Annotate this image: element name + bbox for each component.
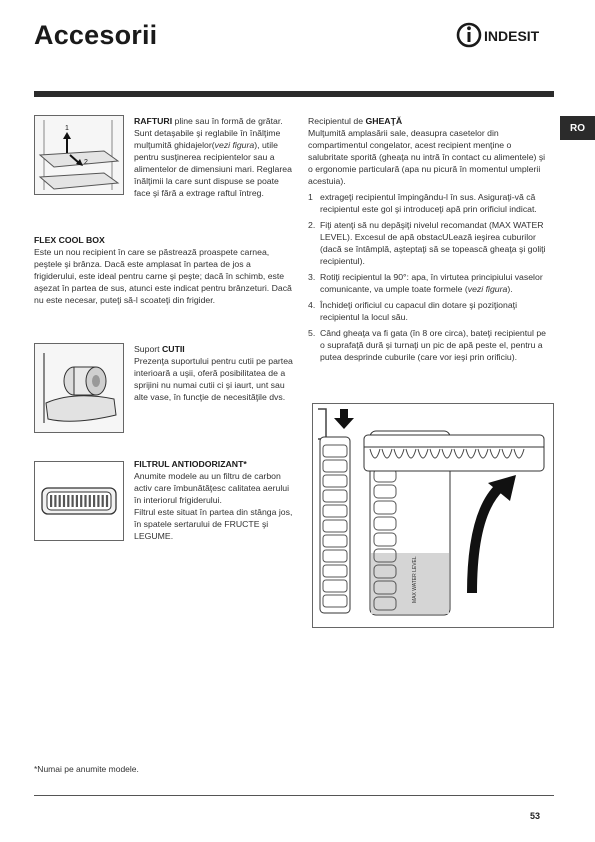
max-water-level-label: MAX WATER LEVEL [412,556,418,603]
ice-step: 3. Rotiţi recipientul la 90°: apa, în virtutea principiului vaselor comunicante, va umple toate formele (vezi figura). [308,272,543,294]
ice-cell [323,475,347,487]
filter-slot [76,495,78,507]
ice-steps [308,191,550,363]
ice-heading: GHEAŢĂ [365,116,403,126]
shelves-text: RAFTURI pline sau în formă de grătar. Sunt detaşabile şi reglabile în înălţime mulţumită ghidajelor(vezi figura), utile pentru susţinerea recipientelor sau a alimentelor de dimensiuni mari. Reglarea înălţimii la care sunt dispuse se poate face şi fără a extrage raftul întreg. [134,116,292,198]
filter-slot [97,495,99,507]
can-rack-text: Suport CUTII Prezenţa suportului pentru cutii pe partea interioară a uşii, oferă posibilitatea de a sprijini nu numai cutii ci şi iaurt, unt sau alte vase, în funcţie de necesităţile dvs. [134,344,293,402]
can-rack-description: Prezenţa suportului pentru cutii pe partea interioară a uşii, oferă posibilitatea de a sprijini nu numai cutii ci şi iaurt, unt sau alte vase, în funcţie de necesităţile dvs. [134,356,293,402]
ice-cell [323,550,347,562]
page-title: Accesorii [34,20,158,50]
language-tab: RO [560,116,595,140]
filter-slot [72,495,74,507]
ice-step: 5. Când gheaţa va fi gata (în 8 ore circa), bateţi recipientul pe o suprafaţă dură şi turnaţi un pic de apă peste el, pentru a putea desprinde cuburile (care vor ieşi prin orificiu). [308,328,547,362]
filter-slot [80,495,82,507]
fig-label-2: 2 [84,159,88,166]
ice-cell [323,520,347,532]
filter-figure [34,461,124,541]
ice-cell [323,565,347,577]
filter-slot [102,495,104,507]
filter-text: FILTRUL ANTIODORIZANT* Anumite modele au un filtru de carbon activ care îmbunătăţesc calitatea aerului în interiorul frigiderului. Filtrul este situat în partea din stânga jos, în spatele sertarului de FRUCTE şi LEGUME. [134,459,293,541]
ice-cell [323,535,347,547]
flex-cool-box-text: Este un nou recipient în care se păstrează proaspete carnea, peştele şi brânza. Dacă este amplasat în partea de jos a frigiderului, este ideal pentru carne şi peşte; dacă în schimb, este aşezat în partea de sus, atunci este indicat pentru brânzeturi. Dacă nu este necesar, puteţi să-l scoateţi din frigider. [34,247,292,305]
indesit-logo [455,20,555,50]
page-number: 53 [530,811,541,821]
footnote: *Numai pe anumite modele. [34,764,139,774]
filter-slot [93,495,95,507]
ice-step: 2. Fiţi atenţi să nu depăşiţi nivelul recomandat (MAX WATER LEVEL). Excesul de apă obstacULează ieşirea cuburilor (dacă se întâmplă, aşteptaţi să se topească gheaţa şi goliţi recipientul). [308,220,546,266]
footer-rule [34,795,554,796]
shelves-text-c: ), utile pentru susţinerea recipientelor sau a alimentelor de dimensiuni mari. Reglarea înălţimii la care sunt dispuse se poate face şi fără a extrage raftul întreg. [134,140,292,198]
ice-cell [323,490,347,502]
filter-heading: FILTRUL ANTIODORIZANT [134,459,244,469]
filter-slot [89,495,91,507]
ice-cell [323,505,347,517]
can-rack-heading: CUTII [162,344,185,354]
ice-cell [323,445,347,457]
filter-slot [59,495,61,507]
header-rule [34,91,554,97]
shelves-heading: RAFTURI [134,116,173,126]
filter-slot [50,495,52,507]
filter-slot [106,495,108,507]
ice-step: 1 extrageţi recipientul împingându-l în sus. Asiguraţi-vă că recipientul este gol şi introduceţi apă prin orificiul indicat. [308,192,537,214]
ice-cell [323,595,347,607]
ice-intro: Mulţumită amplasării sale, deasupra casetelor din compartimentul congelator, acest recipient menţine o salubritate sporită (gheaţa nu intră în contact cu alimentele) şi o ergonomie particulară (apa nu picură în momentul umplerii acestuia). [308,128,546,186]
ice-step: 4. Închideţi orificiul cu capacul din dotare şi poziţionaţi recipientul la locul său. [308,300,518,322]
filter-slot [67,495,69,507]
flex-cool-box-section [34,234,294,306]
filter-slot [63,495,65,507]
ice-tray-figure [312,403,554,628]
filter-location-text: Filtrul este situat în partea din stânga jos, în spatele sertarului de FRUCTE şi LEGUME. [134,507,293,541]
filter-slot [54,495,56,507]
fig-label-1: 1 [65,125,69,132]
ice-section: Recipientul de GHEAŢĂ Mulţumită amplasării sale, deasupra casetelor din compartimentul congelator, acest recipient menţine o salubritate sporită (gheaţa nu intră în contact cu alimentele) şi o ergonomie particulară (apa nu picură în momentul umplerii acestuia). 1 extrageţi recipientul împingându-l în sus. Asiguraţi-vă că recipientul este gol şi introduceţi apă prin orificiul indicat. 2. Fiţi atenţi să nu depăşiţi nivelul recomandat (MAX WATER LEVEL). Excesul de apă obstacULează ieşirea cuburilor (dacă se întâmplă, aşteptaţi să se topească gheaţa şi goliţi recipientul). 3. Rotiţi recipientul la 90°: apa, în virtutea principiului vaselor comunicante, va umple toate formele (vezi figura). 4. Închideţi orificiul cu capacul din dotare şi poziţionaţi recipientul la locul său. 5. Când gheaţa va fi gata (în 8 ore circa), bateţi recipientul pe o suprafaţă dură şi turnaţi un pic de apă peste el, pentru a putea desprinde cuburile (care vor ieşi prin orificiu). [308,115,550,367]
ice-cell [323,580,347,592]
flex-cool-box-heading: FLEX COOL BOX [34,235,105,245]
shelves-figure [34,115,124,195]
brand-name: INDESIT [484,28,540,44]
ice-cell [323,460,347,472]
filter-slot [84,495,86,507]
can-rack-figure [34,343,124,433]
